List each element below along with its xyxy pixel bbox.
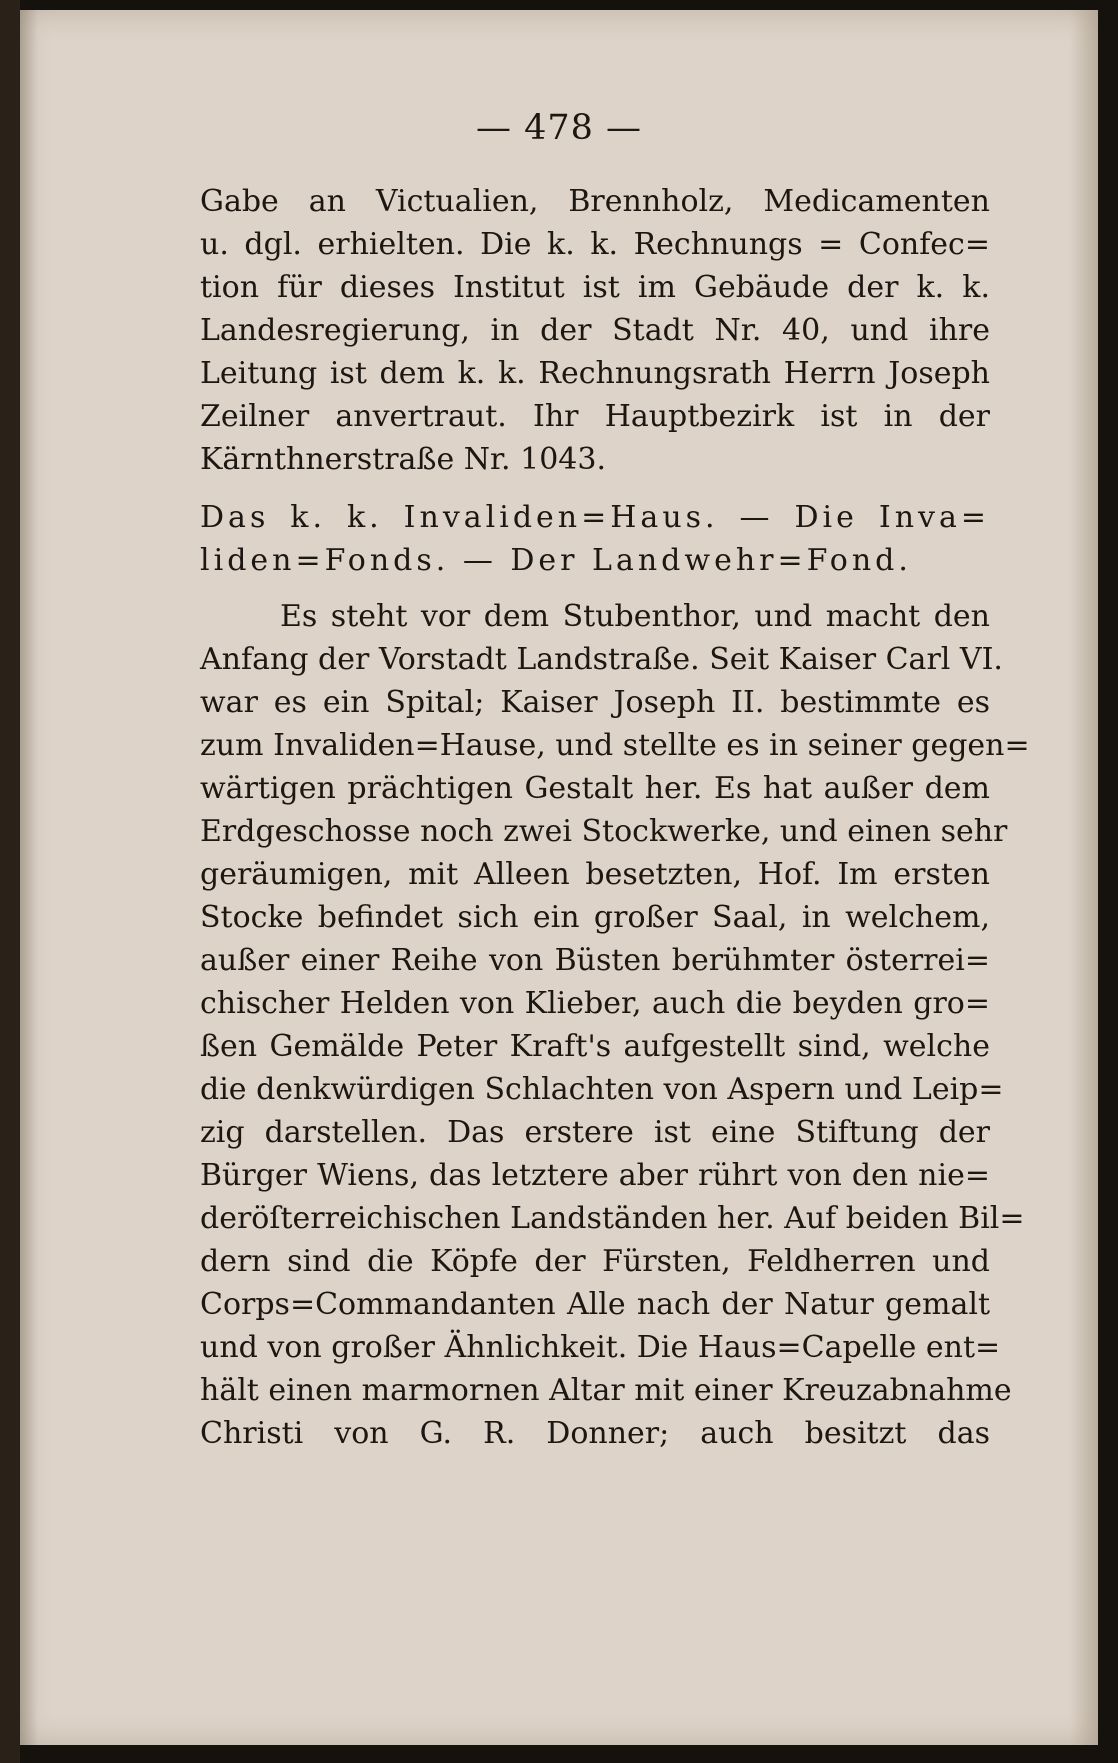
text-line: Bürger Wiens, das letztere aber rührt von den nie= <box>200 1158 990 1193</box>
text-line: und von großer Ähnlichkeit. Die Haus=Capelle ent= <box>200 1330 1001 1365</box>
text-line: hält einen marmornen Altar mit einer Kreuzabnahme <box>200 1373 1012 1408</box>
text-line: Zeilner anvertraut. Ihr Hauptbezirk ist in der <box>200 399 990 434</box>
page-number: — 478 — <box>475 108 643 148</box>
text-line: außer einer Reihe von Büsten berühmter österrei= <box>200 943 990 978</box>
text-line: Gabe an Victualien, Brennholz, Medicamenten <box>200 184 990 219</box>
text-line: wärtigen prächtigen Gestalt her. Es hat außer dem <box>200 771 990 806</box>
heading-line: liden=Fonds. — Der Landwehr=Fond. <box>200 543 912 578</box>
page-text <box>200 180 1030 1455</box>
book-spine-edge <box>0 0 20 1763</box>
text-line: u. dgl. erhielten. Die k. k. Rechnungs = Confec= <box>200 227 990 262</box>
text-line: Stocke befindet sich ein großer Saal, in welchem, <box>200 900 990 935</box>
text-line: Erdgeschosse noch zwei Stockwerke, und einen sehr <box>200 814 1008 849</box>
text-line: geräumigen, mit Alleen besetzten, Hof. Im ersten <box>200 857 990 892</box>
text-line: Leitung ist dem k. k. Rechnungsrath Herrn Joseph <box>200 356 990 391</box>
text-line: tion für dieses Institut ist im Gebäude der k. k. <box>200 270 990 305</box>
text-line: zig darstellen. Das erstere ist eine Stiftung der <box>200 1115 990 1150</box>
text-line: deröſterreichischen Landständen her. Auf beiden Bil= <box>200 1201 1025 1236</box>
section-heading <box>200 496 990 582</box>
text-line: chischer Helden von Klieber, auch die beyden gro= <box>200 986 990 1021</box>
text-line: Corps=Commandanten Alle nach der Natur gemalt <box>200 1287 990 1322</box>
text-line: ßen Gemälde Peter Kraft's aufgestellt sind, welche <box>200 1029 990 1064</box>
text-line: war es ein Spital; Kaiser Joseph II. bestimmte es <box>200 685 990 720</box>
text-line: Es steht vor dem Stubenthor, und macht den <box>280 599 990 634</box>
text-line: zum Invaliden=Hause, und stellte es in seiner gegen= <box>200 728 1030 763</box>
paragraph-supply-office <box>200 180 990 481</box>
text-line: Landesregierung, in der Stadt Nr. 40, und ihre <box>200 313 990 348</box>
text-line: die denkwürdigen Schlachten von Aspern und Leip= <box>200 1072 1004 1107</box>
text-line: Christi von G. R. Donner; auch besitzt das <box>200 1416 990 1451</box>
heading-line: Das k. k. Invaliden=Haus. — Die Inva= <box>200 500 990 535</box>
text-line: dern sind die Köpfe der Fürsten, Feldherren und <box>200 1244 990 1279</box>
text-line: Kärnthnerstraße Nr. 1043. <box>200 442 607 477</box>
text-line: Anfang der Vorstadt Landstraße. Seit Kaiser Carl VI. <box>200 642 1003 677</box>
paragraph-invaliden-haus <box>200 595 1030 1455</box>
